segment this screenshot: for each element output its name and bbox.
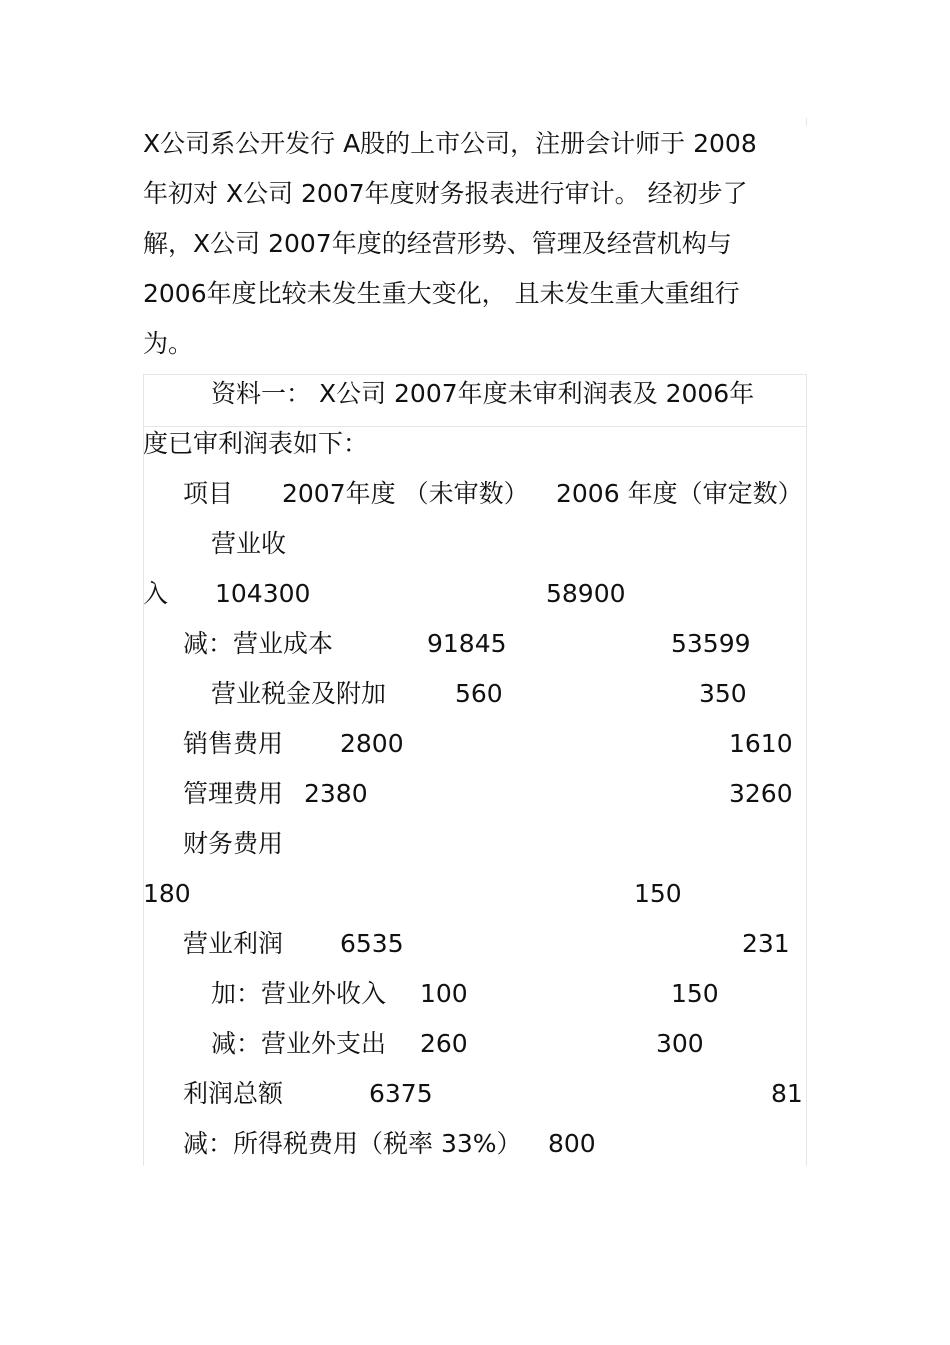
row-tax-surcharge-2007: 560 bbox=[455, 679, 503, 708]
row-nonop-expense-2006: 300 bbox=[656, 1029, 704, 1058]
row-finance-2007: 180 bbox=[143, 879, 191, 908]
row-admin-2007: 2380 bbox=[304, 779, 368, 808]
intro-line-5: 为。 bbox=[143, 329, 194, 358]
row-finance-2006: 150 bbox=[634, 879, 682, 908]
row-cost-2006: 53599 bbox=[671, 629, 751, 658]
row-nonop-expense-2007: 260 bbox=[420, 1029, 468, 1058]
row-revenue-label-b: 入 bbox=[143, 579, 169, 608]
frame-line-mid bbox=[143, 426, 807, 427]
frame-line-top bbox=[143, 374, 807, 375]
frame-tick-top-right bbox=[806, 118, 807, 126]
header-2006: 2006 年度（审定数） bbox=[556, 479, 803, 508]
intro-line-1: X公司系公开发行 A股的上市公司，注册会计师于 2008 bbox=[143, 129, 757, 158]
row-tax-surcharge-label: 营业税金及附加 bbox=[211, 679, 387, 708]
row-total-profit-label: 利润总额 bbox=[183, 1079, 284, 1108]
row-nonop-expense-label: 减：营业外支出 bbox=[211, 1029, 387, 1058]
row-total-profit-2007: 6375 bbox=[369, 1079, 433, 1108]
row-tax-surcharge-2006: 350 bbox=[699, 679, 747, 708]
row-income-tax-2007: 800 bbox=[548, 1129, 596, 1158]
row-nonop-income-2006: 150 bbox=[671, 979, 719, 1008]
row-selling-label: 销售费用 bbox=[183, 729, 284, 758]
row-revenue-2007: 104300 bbox=[215, 579, 311, 608]
intro-line-2: 年初对 X公司 2007年度财务报表进行审计。 经初步了 bbox=[143, 179, 748, 208]
intro-line-3: 解，X公司 2007年度的经营形势、管理及经营机构与 bbox=[143, 229, 732, 258]
row-cost-2007: 91845 bbox=[427, 629, 507, 658]
frame-line-right bbox=[806, 374, 807, 1166]
row-finance-label: 财务费用 bbox=[183, 829, 284, 858]
row-admin-label: 管理费用 bbox=[183, 779, 284, 808]
row-nonop-income-2007: 100 bbox=[420, 979, 468, 1008]
intro-line-4: 2006年度比较未发生重大变化， 且未发生重大重组行 bbox=[143, 279, 740, 308]
header-item: 项目 bbox=[183, 479, 234, 508]
row-selling-2007: 2800 bbox=[340, 729, 404, 758]
row-revenue-2006: 58900 bbox=[546, 579, 626, 608]
frame-line-left bbox=[143, 374, 144, 1166]
row-operating-profit-2007: 6535 bbox=[340, 929, 404, 958]
row-selling-2006: 1610 bbox=[729, 729, 793, 758]
material-line-2: 度已审利润表如下： bbox=[143, 429, 369, 458]
material-line-1: 资料一： X公司 2007年度未审利润表及 2006年 bbox=[211, 379, 755, 408]
row-nonop-income-label: 加：营业外收入 bbox=[211, 979, 387, 1008]
row-admin-2006: 3260 bbox=[729, 779, 793, 808]
row-total-profit-2006: 81 bbox=[771, 1079, 803, 1108]
row-operating-profit-2006: 231 bbox=[742, 929, 790, 958]
row-operating-profit-label: 营业利润 bbox=[183, 929, 284, 958]
row-revenue-label-a: 营业收 bbox=[211, 529, 287, 558]
row-income-tax-label: 减：所得税费用（税率 33%） bbox=[183, 1129, 522, 1158]
header-2007: 2007年度 （未审数） bbox=[282, 479, 529, 508]
row-cost-label: 减：营业成本 bbox=[183, 629, 334, 658]
